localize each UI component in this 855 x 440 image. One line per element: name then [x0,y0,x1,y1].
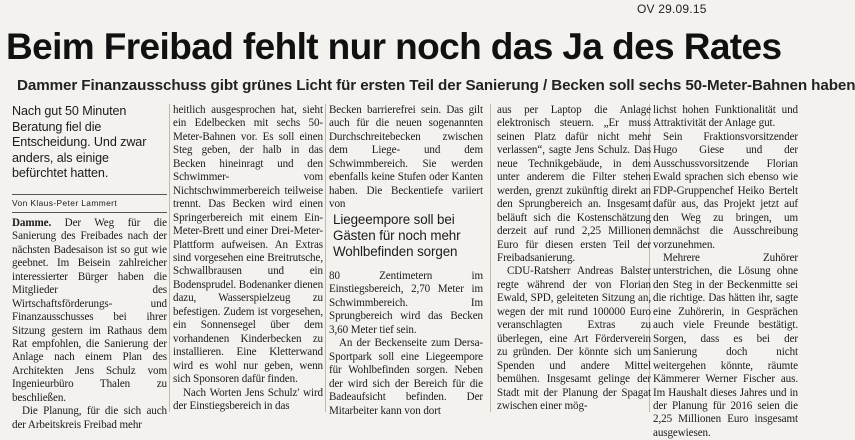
pull-quote: Liegeempore soll bei Gästen für noch mehr Wohlbefinden sorgen [333,212,461,259]
article-paragraph: Sein Fraktionsvorsitzender Hugo Giese und der Ausschussvorsitzende Florian Ewald sprachen sich ebenso wie FDP-Gruppenchef Heiko Bertelt dafür aus, das Projekt jetzt auf den Weg zu bringen, um demnächst die Ausschreibung vorzunehmen. [653,130,798,251]
dateline: Damme. [12,216,52,229]
article-paragraph: aus per Laptop die Anlage elektronisch steuern. „Er muss seinen Platz dafür nicht mehr verlassen“, sagte Jens Schulz. Das neue Technikgebäude, in dem unter anderem die Filter stehen werden, grenzt zukünftig direkt an den Sprungbereich an. Insgesamt beläuft sich die Kostenschätzung derzeit auf rund 2,25 Millionen Euro für diesen ersten Teil der Freibadsanierung. [497,104,651,264]
article-paragraph: An der Beckenseite zum Dersa-Sportpark soll eine Liegeempore für Wohlbefinden sorgen. Neben der wird sich der Bereich für die Badeaufsicht befinden. Der Mitarbeiter kann von dort [329,337,483,417]
article-column-3 [329,104,483,417]
column-divider [325,104,326,412]
date-stamp: OV 29.09.15 [637,2,707,16]
article-paragraph: Die Planung, für die sich auch der Arbeitskreis Freibad mehr [12,405,167,431]
article-column-2 [173,104,323,414]
column-divider [490,104,491,412]
article-paragraph: heitlich ausgesprochen hat, sieht ein Edelbecken mit sechs 50-Meter-Bahnen vor. Es soll einen Steg geben, der halb in das Becken hineinragt und den Schwimmer- vom Nichtschwimmerbereich teilweise trennt. Das Becken wird einen Springerbereich mit einem Ein-Meter-Brett und einer Drei-Meter-Plattform aufweisen. An Extras sind vorgesehen eine Breitrutsche, Schwallbrausen und ein Bodensprudel. Bodenanker dienen dazu, Wasserspielzeug zu befestigen. Zudem ist vorgesehen, ein Sonnensegel über dem vorhandenen Kinderbecken zu installieren. Eine Kletterwand wird es wohl nur geben, wenn sich Sponsoren dafür finden. [173,104,324,386]
article-column-4 [497,104,651,414]
article-paragraph [12,217,167,405]
article-text: Der Weg für die Sanierung des Freibades nach der nächsten Badesaison ist so gut wie geebnet. Im Beisein zahlreicher interessierter Bürger haben die Mitglieder des Wirtschaftsförderungs- und Finanzausschusses bei ihrer Sitzung gestern im Rathaus dem Rat empfohlen, die Sanierung der Anlage nach einem Plan des Architekten Jens Schulz vom Ingenieurbüro Thalen zu beschließen. [12,216,167,404]
article-paragraph: Nach Worten Jens Schulz' wird der Einstiegsbereich in das [173,386,323,412]
article-paragraph: 80 Zentimetern im Einstiegsbereich, 2,70 Meter im Schwimmbereich. Im Sprungbereich wird das Becken 3,60 Meter tief sein. [329,270,483,336]
article-paragraph: CDU-Ratsherr Andreas Balster regte während der von Florian Ewald, SPD, geleiteten Sitzung an, wegen der mit rund 100000 Euro veranschlagten Extras zu überlegen, eine Art Förderverein zu gründen. Der könnte sich um Spenden und andere Mittel bemühen. Insgesamt gelinge der Stadt mit der Planung der Spagat zwischen einer mög- [497,265,651,412]
article-subheadline: Dammer Finanzausschuss gibt grünes Licht für ersten Teil der Sanierung / Becken soll sechs 50-Meter-Bahnen haben [17,77,855,94]
article-paragraph: Mehrere Zuhörer unterstrichen, die Lösung ohne den Steg in der Beckenmitte sei die richtige. Das hätten ihr, sagte eine Zuhörerin, in Gesprächen auch viele Freunde bestätigt. Sorgen, dass es bei der Sanierung doch nicht weitergehen könnte, räumte Kämmerer Werner Fischer aus. Im Haushalt dieses Jahres und in der Planung für 2016 seien die 2,25 Millionen Euro insgesamt ausgewiesen. [653,251,798,439]
article-paragraph: Becken barrierefrei sein. Das gilt auch für die neuen sogenannten Durchschreitebecken zwischen dem Liege- und dem Schwimmbereich. Sie werden ebenfalls keine Stufen oder Kanten haben. Die Beckentiefe variiert von [329,104,483,211]
article-column-1 [12,104,167,431]
column-divider [169,104,170,412]
article-lead: Nach gut 50 Minuten Beratung fiel die Entscheidung. Und zwar anders, als einige befürchtet hatten. [12,104,147,180]
article-paragraph: lichst hohen Funktionalität und Attraktivität der Anlage gut. [653,104,798,130]
article-headline: Beim Freibad fehlt nur noch das Ja des Rates [6,26,782,67]
article-column-5 [653,104,798,439]
article-byline: Von Klaus-Peter Lammert [12,194,167,213]
